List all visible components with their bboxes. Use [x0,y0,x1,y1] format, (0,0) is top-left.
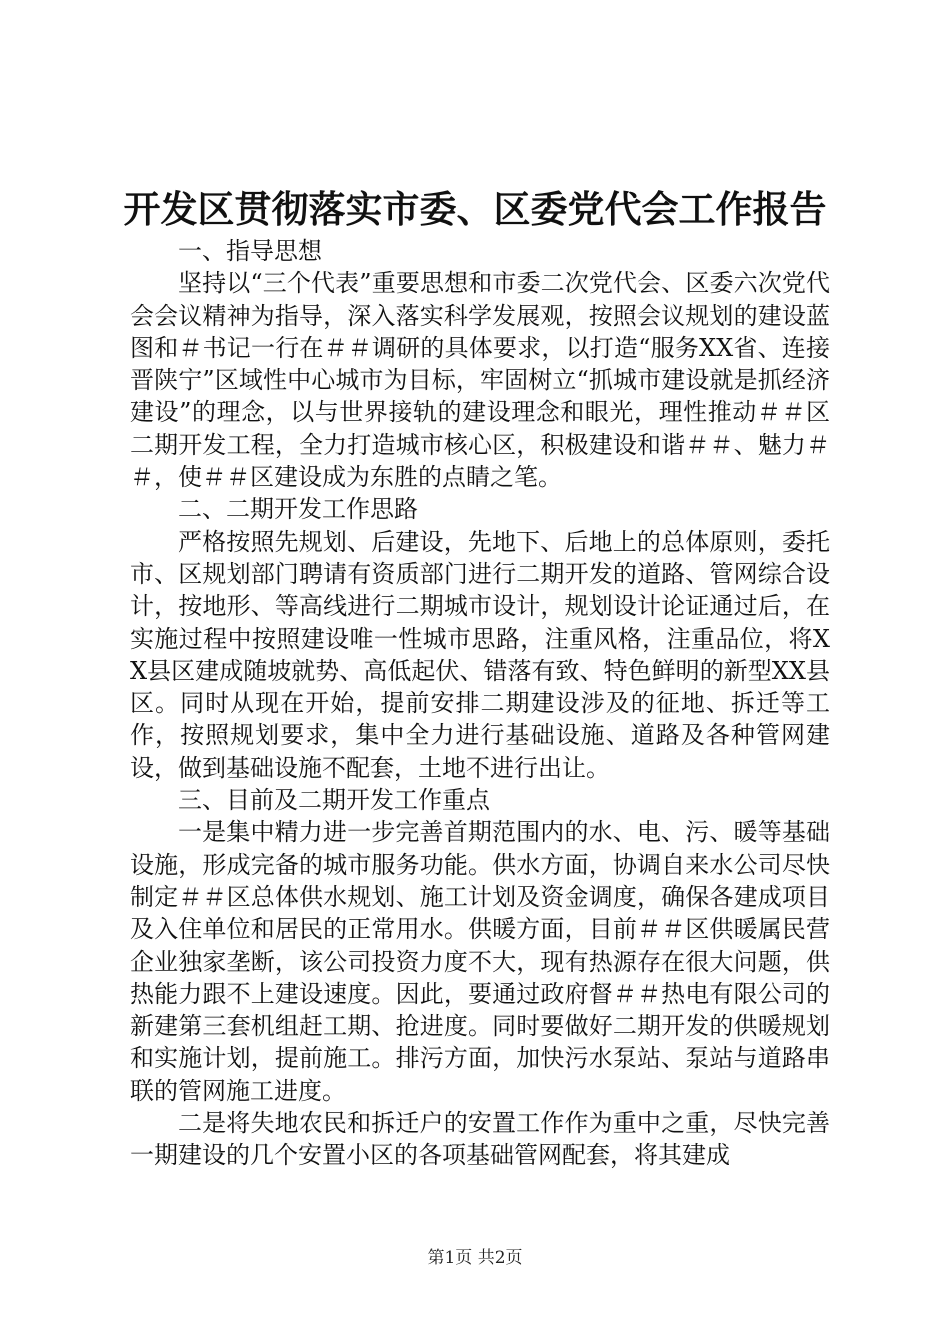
page-number-footer: 第1页 共2页 [427,1248,523,1268]
body-paragraph-1: 坚持以“三个代表”重要思想和市委二次党代会、区委六次党代会会议精神为指导，深入落实科学发展观，按照会议规划的建设蓝图和＃书记一行在＃＃调研的具体要求，以打造“服务XX省、连接晋陕宁”区域性中心城市为目标，牢固树立“抓城市建设就是抓经济建设”的理念，以与世界接轨的建设理念和眼光，理性推动＃＃区二期开发工程，全力打造城市核心区，积极建设和谐＃＃、魅力＃＃，使＃＃区建设成为东胜的点睛之笔。 [130,269,830,492]
body-paragraph-4: 二是将失地农民和拆迁户的安置工作作为重中之重，尽快完善一期建设的几个安置小区的各项基础管网配套，将其建成 [130,1109,830,1170]
section-heading-1: 一、指导思想 [178,237,322,265]
document-body [130,235,830,1172]
section-heading-3: 三、目前及二期开发工作重点 [178,786,490,815]
body-paragraph-3: 一是集中精力进一步完善首期范围内的水、电、污、暖等基础设施，形成完备的城市服务功能。供水方面，协调自来水公司尽快制定＃＃区总体供水规划、施工计划及资金调度，确保各建成项目及入住单位和居民的正常用水。供暖方面，目前＃＃区供暖属民营企业独家垄断，该公司投资力度不大，现有热源存在很大问题，供热能力跟不上建设速度。因此，要通过政府督＃＃热电有限公司的新建第三套机组赶工期、抢进度。同时要做好二期开发的供暖规划和实施计划，提前施工。排污方面，加快污水泵站、泵站与道路串联的管网施工进度。 [130,818,830,1105]
document-title: 开发区贯彻落实市委、区委党代会工作报告 [123,187,827,231]
body-paragraph-2: 严格按照先规划、后建设，先地下、后地上的总体原则，委托市、区规划部门聘请有资质部门进行二期开发的道路、管网综合设计，按地形、等高线进行二期城市设计，规划设计论证通过后，在实施过程中按照建设唯一性城市思路，注重风格，注重品位，将XX县区建成随坡就势、高低起伏、错落有致、特色鲜明的新型XX县区。同时从现在开始，提前安排二期建设涉及的征地、拆迁等工作，按照规划要求，集中全力进行基础设施、道路及各种管网建设，做到基础设施不配套，土地不进行出让。 [130,527,830,782]
section-heading-2: 二、二期开发工作思路 [178,495,418,524]
